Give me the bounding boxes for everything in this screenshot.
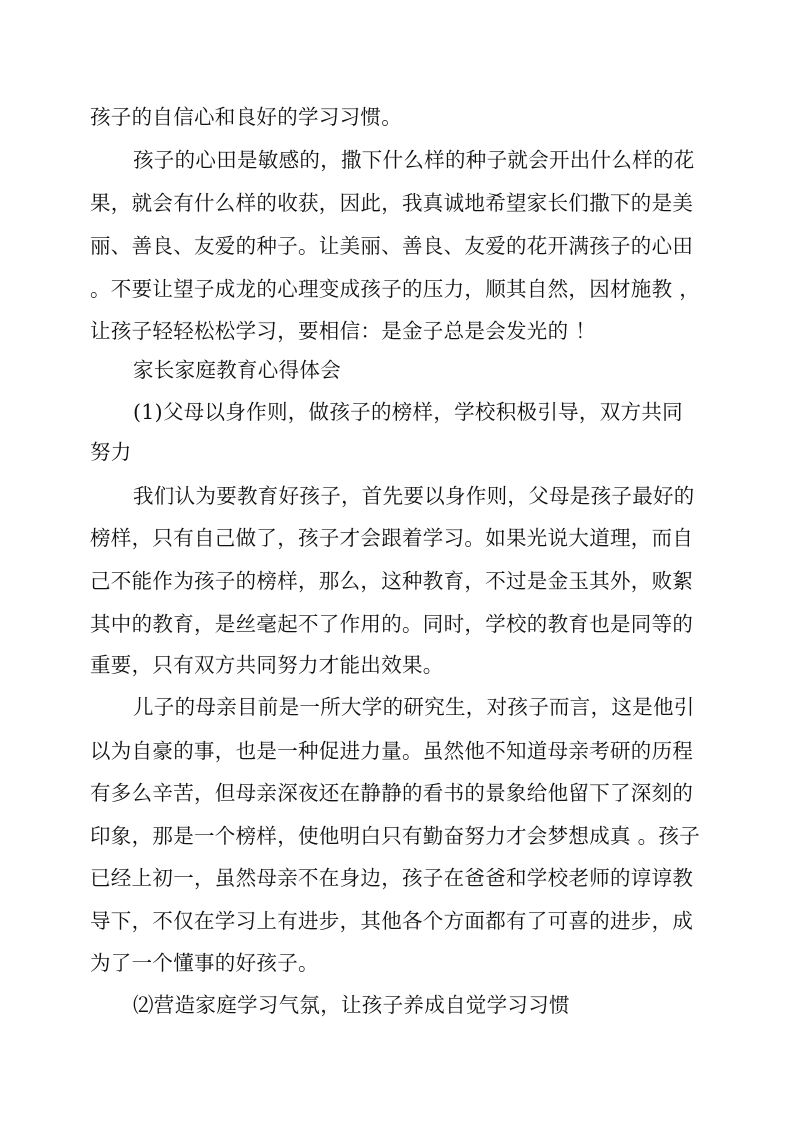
- text-line: 己不能作为孩子的榜样，那么，这种教育，不过是金玉其外，败絮: [90, 569, 694, 593]
- text-line: 其中的教育，是丝毫起不了作用的。同时，学校的教育也是同等的: [90, 612, 694, 636]
- text-line: 儿子的母亲目前是一所大学的研究生，对孩子而言，这是他引: [133, 695, 695, 719]
- text-line: 孩子的心田是敏感的，撒下什么样的种子就会开出什么样的花: [133, 148, 695, 172]
- text-line: 丽、善良、友爱的种子。让美丽、善良、友爱的花开满孩子的心田: [90, 234, 694, 258]
- text-line: 有多么辛苦，但母亲深夜还在静静的看书的景象给他留下了深刻的: [90, 781, 694, 805]
- text-line: 重要，只有双方共同努力才能出效果。: [90, 653, 444, 677]
- text-line: 果，就会有什么样的收获，因此，我真诚地希望家长们撒下的是美: [90, 191, 694, 215]
- text-line: 让孩子轻轻松松学习，要相信：是金子总是会发光的 ！: [90, 319, 597, 343]
- text-line: 印象，那是一个榜样，使他明白只有勤奋努力才会梦想成真 。孩子: [90, 824, 701, 848]
- text-line: 为了一个懂事的好孩子。: [90, 951, 319, 975]
- subsection-heading-continued: 努力: [90, 440, 132, 464]
- text-line: 导下，不仅在学习上有进步，其他各个方面都有了可喜的进步，成: [90, 909, 694, 933]
- text-line: 已经上初一，虽然母亲不在身边，孩子在爸爸和学校老师的谆谆教: [90, 866, 694, 890]
- subsection-heading: ⑵营造家庭学习气氛，让孩子养成自觉学习习惯: [133, 993, 570, 1017]
- section-heading: 家长家庭教育心得体会: [133, 358, 341, 382]
- subsection-heading: (1)父母以身作则，做孩子的榜样，学校积极引导，双方共同: [133, 400, 683, 424]
- text-line: 我们认为要教育好孩子，首先要以身作则，父母是孩子最好的: [133, 484, 695, 508]
- text-line: 孩子的自信心和良好的学习习惯。: [90, 105, 402, 129]
- text-line: 榜样，只有自己做了，孩子才会跟着学习。如果光说大道理，而自: [90, 526, 694, 550]
- text-line: 以为自豪的事，也是一种促进力量。虽然他不知道母亲考研的历程: [90, 739, 694, 763]
- text-line: 。不要让望子成龙的心理变成孩子的压力，顺其自然，因材施教 ，: [90, 277, 701, 301]
